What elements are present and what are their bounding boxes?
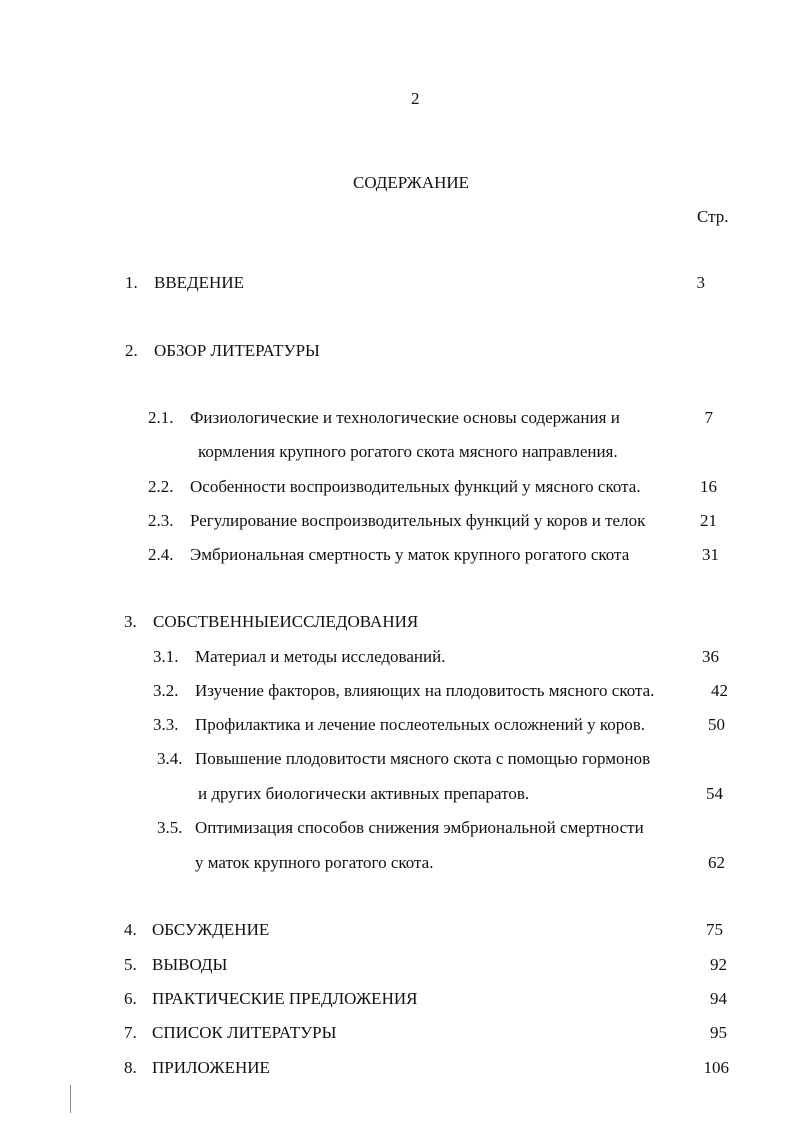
toc-entry-number: 4. [124,920,137,939]
toc-entry-title: ВВЕДЕНИЕ [154,273,244,292]
toc-subentry-page: 42 [711,681,728,700]
toc-subentry-title: Профилактика и лечение послеотельных осложнений у коров. [195,715,646,734]
toc-subentry-page: 16 [700,477,717,496]
toc-entry-title: СПИСОК ЛИТЕРАТУРЫ [152,1023,337,1042]
toc-subentry-number: 2.4. [148,545,174,564]
toc-subentry-number: 3.4. [157,749,183,768]
toc-subentry-page: 54 [706,784,723,803]
toc-entry-number: 7. [124,1023,137,1042]
toc-subentry-number: 3.1. [153,647,179,666]
page-column-header: Стр. [697,207,729,226]
page-number: 2 [411,89,420,108]
toc-subentry-page: 62 [708,853,725,872]
toc-subentry-number: 2.2. [148,477,174,496]
toc-subentry-page: 7 [704,408,713,427]
toc-entry-number: 5. [124,955,137,974]
toc-subentry-title: Регулирование воспроизводительных функций у коров и телок [190,511,646,530]
toc-entry-number: 8. [124,1058,137,1077]
toc-entry-title: ОБСУЖДЕНИЕ [152,920,270,939]
toc-subentry-title: Эмбриональная смертность у маток крупного рогатого скота [190,545,630,564]
toc-subentry-page: 31 [702,545,719,564]
toc-entry-page: 3 [696,273,705,292]
toc-subentry-page: 21 [700,511,717,530]
toc-entry-page: 94 [710,989,727,1008]
toc-entry-page: 106 [703,1058,729,1077]
toc-subentry-page: 36 [702,647,719,666]
toc-entry-title: ВЫВОДЫ [152,955,228,974]
toc-entry-title: ПРАКТИЧЕСКИЕ ПРЕДЛОЖЕНИЯ [152,989,418,1008]
toc-subentry-title: Физиологические и технологические основы содержания и [190,408,620,427]
toc-subentry-title: Изучение факторов, влияющих на плодовитость мясного скота. [195,681,655,700]
toc-subentry-page: 50 [708,715,725,734]
page-title: СОДЕРЖАНИЕ [353,173,470,192]
toc-subentry-title: Повышение плодовитости мясного скота с помощью гормонов [195,749,651,768]
toc-subentry-title: Оптимизация способов снижения эмбриональной смертности [195,818,644,837]
toc-subentry-number: 2.3. [148,511,174,530]
toc-subentry-number: 3.2. [153,681,179,700]
scan-artifact-line [70,1085,71,1113]
toc-entry-page: 95 [710,1023,727,1042]
toc-entry-page: 92 [710,955,727,974]
toc-subentry-number: 2.1. [148,408,174,427]
toc-entry-number: 1. [125,273,138,292]
toc-entry-number: 3. [124,612,137,631]
toc-subentry-title: Материал и методы исследований. [195,647,446,666]
toc-subentry-number: 3.3. [153,715,179,734]
toc-subentry-number: 3.5. [157,818,183,837]
toc-entry-title: ОБЗОР ЛИТЕРАТУРЫ [154,341,320,360]
toc-entry-page: 75 [706,920,723,939]
toc-subentry-title-continued: кормления крупного рогатого скота мясного направления. [198,442,618,461]
toc-entry-title: ПРИЛОЖЕНИЕ [152,1058,270,1077]
toc-entry-title: СОБСТВЕННЫЕИССЛЕДОВАНИЯ [153,612,419,631]
toc-subentry-title-continued: у маток крупного рогатого скота. [195,853,434,872]
toc-entry-number: 6. [124,989,137,1008]
toc-subentry-title-continued: и других биологически активных препаратов. [198,784,530,803]
toc-subentry-title: Особенности воспроизводительных функций у мясного скота. [190,477,641,496]
toc-entry-number: 2. [125,341,138,360]
